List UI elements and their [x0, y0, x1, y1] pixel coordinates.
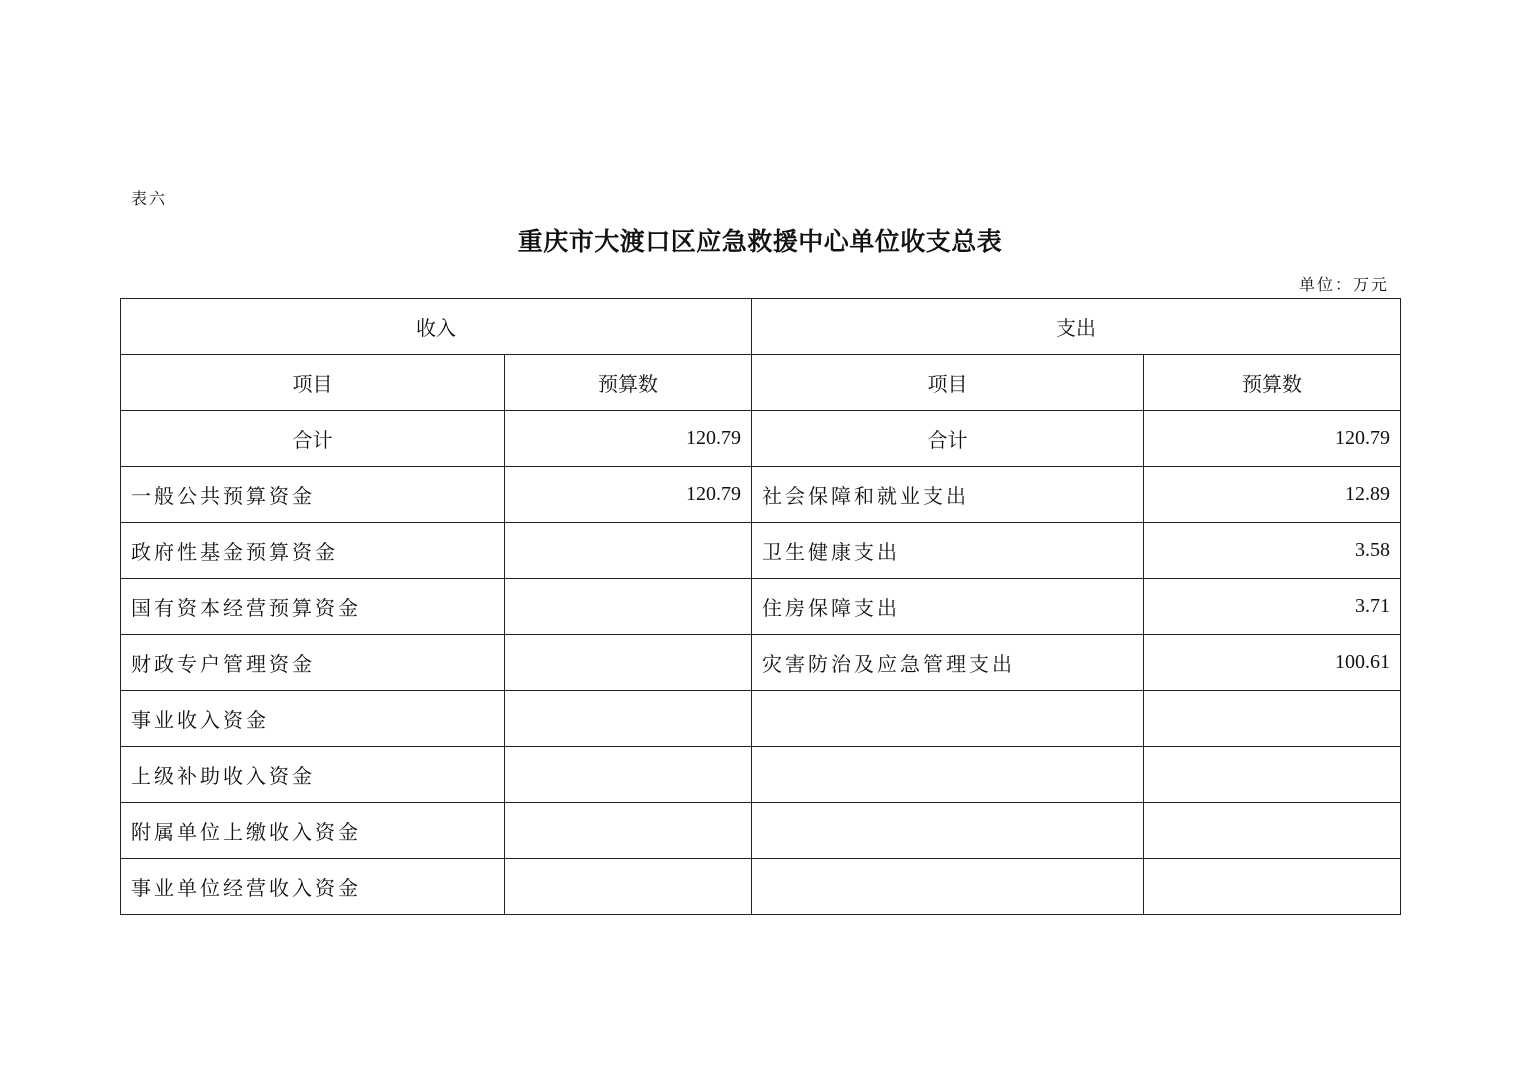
- expense-value: [1144, 747, 1401, 803]
- income-value: [505, 523, 752, 579]
- income-total-value: 120.79: [505, 411, 752, 467]
- expense-item: 社会保障和就业支出: [752, 467, 1144, 523]
- expense-value: [1144, 859, 1401, 915]
- income-item: 国有资本经营预算资金: [121, 579, 505, 635]
- income-value: [505, 859, 752, 915]
- total-row: [121, 411, 1401, 467]
- table-row: [121, 467, 1401, 523]
- income-value: [505, 635, 752, 691]
- expense-budget-column-header: 预算数: [1144, 355, 1401, 411]
- expense-value: [1144, 691, 1401, 747]
- income-budget-column-header: 预算数: [505, 355, 752, 411]
- section-header-row: [121, 299, 1401, 355]
- income-item: 政府性基金预算资金: [121, 523, 505, 579]
- expense-item: 住房保障支出: [752, 579, 1144, 635]
- table-row: [121, 859, 1401, 915]
- income-value: [505, 691, 752, 747]
- table-row: [121, 691, 1401, 747]
- expense-item: [752, 859, 1144, 915]
- income-value: [505, 803, 752, 859]
- income-item: 一般公共预算资金: [121, 467, 505, 523]
- income-item: 事业单位经营收入资金: [121, 859, 505, 915]
- income-item: 事业收入资金: [121, 691, 505, 747]
- expense-value: 12.89: [1144, 467, 1401, 523]
- table-row: [121, 635, 1401, 691]
- income-expense-summary-table: [120, 298, 1401, 915]
- expense-item-column-header: 项目: [752, 355, 1144, 411]
- column-header-row: [121, 355, 1401, 411]
- table-number-label: 表六: [131, 189, 168, 208]
- expense-item: 卫生健康支出: [752, 523, 1144, 579]
- expense-item: [752, 691, 1144, 747]
- expense-total-label: 合计: [752, 411, 1144, 467]
- table-row: [121, 747, 1401, 803]
- table-row: [121, 523, 1401, 579]
- page-title: 重庆市大渡口区应急救援中心单位收支总表: [517, 227, 1003, 256]
- expense-item: 灾害防治及应急管理支出: [752, 635, 1144, 691]
- expense-total-value: 120.79: [1144, 411, 1401, 467]
- expense-value: 100.61: [1144, 635, 1401, 691]
- income-item: 上级补助收入资金: [121, 747, 505, 803]
- expense-value: 3.71: [1144, 579, 1401, 635]
- income-section-header: 收入: [121, 299, 752, 355]
- table-row: [121, 579, 1401, 635]
- income-value: 120.79: [505, 467, 752, 523]
- income-value: [505, 579, 752, 635]
- unit-label: 单位：万元: [1298, 275, 1389, 294]
- expense-value: [1144, 803, 1401, 859]
- income-item: 财政专户管理资金: [121, 635, 505, 691]
- table-row: [121, 803, 1401, 859]
- income-item: 附属单位上缴收入资金: [121, 803, 505, 859]
- expense-item: [752, 747, 1144, 803]
- income-item-column-header: 项目: [121, 355, 505, 411]
- expense-item: [752, 803, 1144, 859]
- income-value: [505, 747, 752, 803]
- expense-value: 3.58: [1144, 523, 1401, 579]
- expense-section-header: 支出: [752, 299, 1401, 355]
- income-total-label: 合计: [121, 411, 505, 467]
